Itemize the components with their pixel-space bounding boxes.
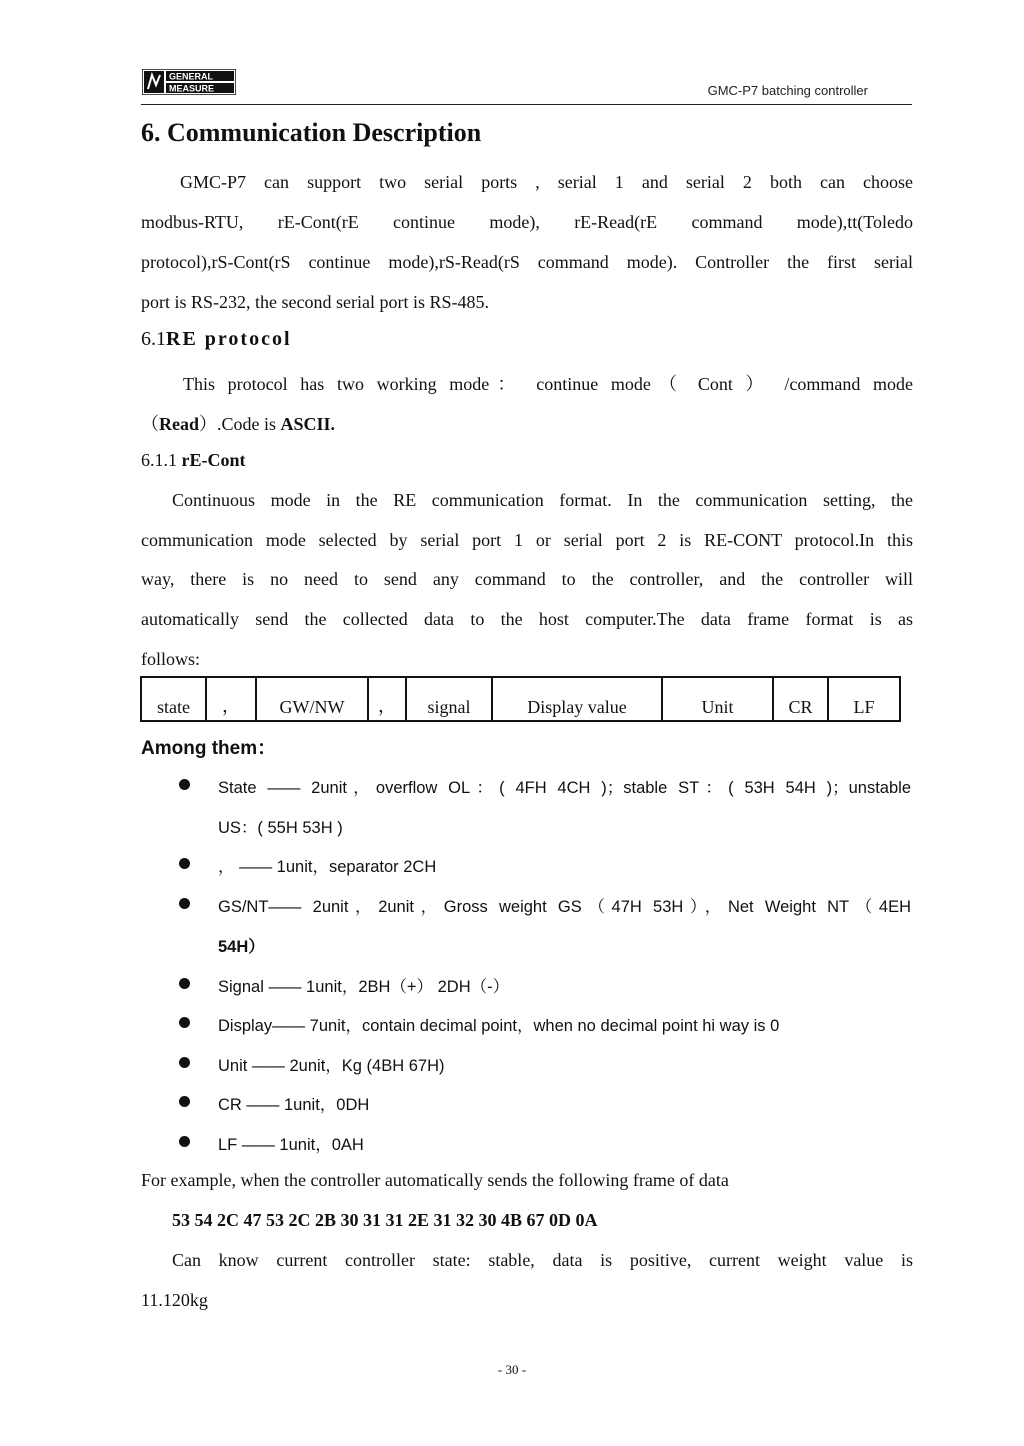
re-cont-line-3: way, there is no need to send any command to the controller, and the controller will bbox=[141, 569, 913, 589]
table-row bbox=[141, 677, 900, 721]
bullet-dot-icon bbox=[179, 858, 190, 869]
re-cont-line-1: Continuous mode in the RE communication format. In the communication setting, the bbox=[172, 490, 913, 510]
intro-line-1: GMC-P7 can support two serial ports , serial 1 and serial 2 both can choose bbox=[180, 172, 913, 192]
subsubsection-number: 6.1.1 bbox=[141, 450, 182, 470]
re-cont-line-4: automatically send the collected data to the host computer.The data frame format is as bbox=[141, 609, 913, 629]
page-number: - 30 - bbox=[497, 1362, 527, 1377]
table-cell-unit: Unit bbox=[662, 677, 773, 721]
intro-line-4: port is RS-232, the second serial port is RS-485. bbox=[141, 292, 489, 312]
read-mode-label: Read bbox=[159, 414, 199, 434]
re-protocol-line-1: This protocol has two working mode： continue mode（ Cont ） /command mode bbox=[183, 374, 913, 394]
ascii-label: ASCII. bbox=[280, 414, 336, 434]
intro-line-3: protocol),rS-Cont(rS continue mode),rS-Read(rS command mode). Controller the first serial bbox=[141, 252, 913, 272]
bullet-unit: Unit —— 2unit，Kg (4BH 67H) bbox=[218, 1057, 445, 1075]
bullet-lf: LF —— 1unit，0AH bbox=[218, 1136, 364, 1154]
table-cell-cr: CR bbox=[773, 677, 828, 721]
subsubsection-name: rE-Cont bbox=[181, 450, 246, 470]
table-cell-separator: ， bbox=[368, 677, 406, 721]
table-cell-display-value: Display value bbox=[492, 677, 662, 721]
re-cont-line-2: communication mode selected by serial port 1 or serial port 2 is RE-CONT protocol.In this bbox=[141, 530, 913, 550]
code-is-text: ）.Code is bbox=[199, 414, 281, 434]
bullet-state-line-1: State —— 2unit，overflow OL：( 4FH 4CH )；stable ST：( 53H 54H )；unstable bbox=[218, 779, 911, 797]
example-hex-frame: 53 54 2C 47 53 2C 2B 30 31 31 2E 31 32 30 4B 67 0D 0A bbox=[172, 1210, 598, 1230]
intro-line-2: modbus-RTU, rE-Cont(rE continue mode), rE-Read(rE command mode),tt(Toledo bbox=[141, 212, 913, 232]
subsection-number: 6.1 bbox=[141, 328, 166, 350]
bullet-dot-icon bbox=[179, 898, 190, 909]
table-cell-signal: signal bbox=[406, 677, 492, 721]
example-intro: For example, when the controller automatically sends the following frame of data bbox=[141, 1170, 729, 1190]
table-cell-separator: ， bbox=[206, 677, 256, 721]
example-conclusion-line-2: 11.120kg bbox=[141, 1290, 208, 1310]
paren-open: （ bbox=[141, 414, 159, 434]
bullet-gs-nt-line-1: GS/NT—— 2unit，2unit，Gross weight GS（47H 53H），Net Weight NT（4EH bbox=[218, 898, 911, 916]
table-cell-state: state bbox=[141, 677, 206, 721]
bullet-state-line-2: US：( 55H 53H ) bbox=[218, 819, 343, 837]
data-frame-format-table bbox=[140, 676, 901, 722]
bullet-dot-icon bbox=[179, 1057, 190, 1068]
svg-text:GENERAL: GENERAL bbox=[169, 71, 214, 82]
bullet-dot-icon bbox=[179, 978, 190, 989]
svg-text:MEASURE: MEASURE bbox=[169, 83, 215, 94]
bullet-display: Display—— 7unit，contain decimal point，when no decimal point hi way is 0 bbox=[218, 1017, 780, 1035]
bullet-dot-icon bbox=[179, 1096, 190, 1107]
subsection-name: RE protocol bbox=[166, 328, 292, 350]
re-protocol-line-2 bbox=[141, 410, 335, 436]
bullet-gs-nt-line-2: 54H） bbox=[218, 938, 265, 956]
general-measure-logo bbox=[142, 69, 236, 95]
bullet-cr: CR —— 1unit，0DH bbox=[218, 1096, 370, 1114]
among-them-heading: Among them： bbox=[141, 738, 277, 759]
subsubsection-title-re-cont bbox=[141, 450, 246, 471]
bullet-signal: Signal —— 1unit，2BH（+） 2DH（-） bbox=[218, 978, 510, 996]
bullet-dot-icon bbox=[179, 779, 190, 790]
bullet-dot-icon bbox=[179, 1136, 190, 1147]
section-title: 6. Communication Description bbox=[141, 118, 482, 147]
example-conclusion-line-1: Can know current controller state: stable, data is positive, current weight value is bbox=[172, 1250, 913, 1270]
table-cell-gw-nw: GW/NW bbox=[256, 677, 368, 721]
subsection-title-re-protocol bbox=[141, 328, 292, 351]
page-header bbox=[141, 68, 912, 105]
bullet-dot-icon bbox=[179, 1017, 190, 1028]
re-cont-line-5: follows: bbox=[141, 649, 201, 669]
table-cell-lf: LF bbox=[828, 677, 900, 721]
bullet-separator: ， —— 1unit，separator 2CH bbox=[218, 858, 437, 876]
document-title: GMC-P7 batching controller bbox=[707, 83, 868, 98]
